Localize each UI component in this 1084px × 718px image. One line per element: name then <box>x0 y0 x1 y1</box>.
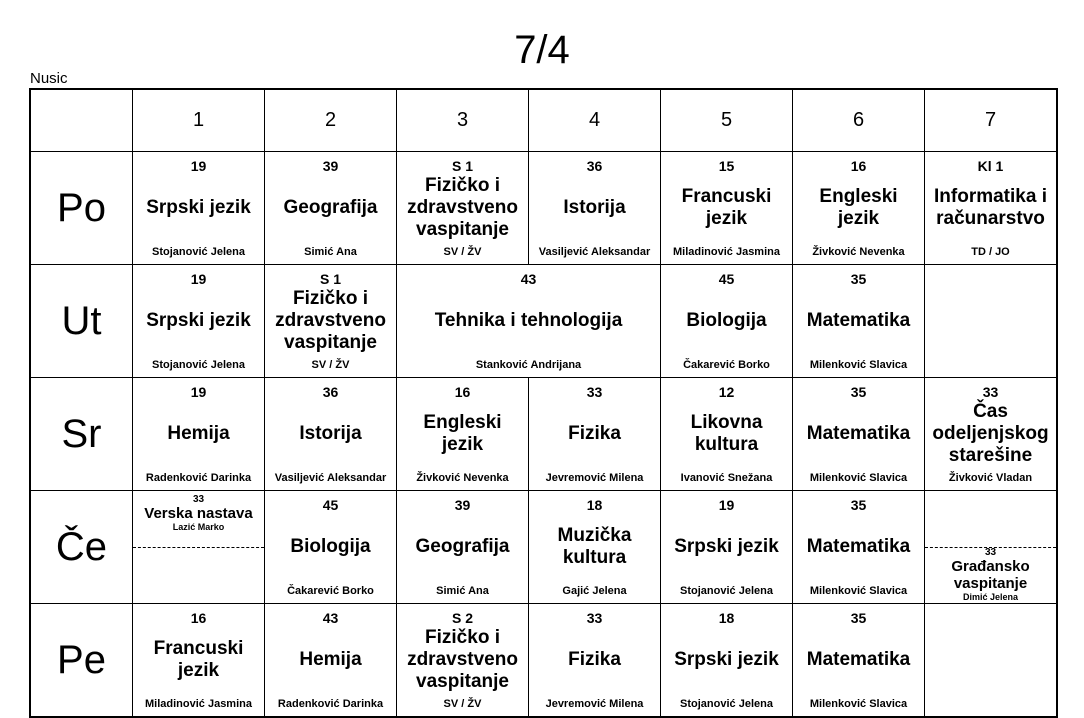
day-row <box>30 491 1057 604</box>
period-header-row <box>30 89 1057 152</box>
teacher-name: Radenković Darinka <box>145 472 252 484</box>
subject-name: Geografija <box>415 536 510 557</box>
lesson-content <box>529 152 660 264</box>
lesson-cell <box>265 378 397 491</box>
teacher-name: Milenković Slavica <box>809 472 908 484</box>
teacher-name: Dimić Jelena <box>962 592 1019 602</box>
lesson-cell <box>133 152 265 265</box>
teacher-name: Čakarević Borko <box>287 585 374 597</box>
room-number: 18 <box>586 497 603 513</box>
day-label: Sr <box>30 378 133 491</box>
lesson-cell <box>661 152 793 265</box>
teacher-name: Ivanović Snežana <box>680 472 773 484</box>
lesson-cell <box>925 152 1058 265</box>
room-number: 35 <box>850 610 867 626</box>
teacher-name: Stanković Andrijana <box>475 359 582 371</box>
period-header: 2 <box>265 89 397 152</box>
lesson-slot-top <box>925 491 1056 547</box>
lesson-cell <box>265 604 397 718</box>
lesson-content <box>133 604 264 716</box>
teacher-name: SV / ŽV <box>311 359 350 371</box>
teacher-name: Stojanović Jelena <box>680 585 773 597</box>
period-header: 6 <box>793 89 925 152</box>
lesson-content <box>529 378 660 490</box>
room-number: 43 <box>520 271 537 287</box>
lesson-cell <box>529 604 661 718</box>
subject-name: Srpski jezik <box>674 536 779 557</box>
lesson-cell <box>661 265 793 378</box>
subject-name: Matematika <box>806 423 911 444</box>
subject-name: Biologija <box>686 310 767 331</box>
lesson-content <box>265 491 396 603</box>
lesson-cell <box>529 491 661 604</box>
teacher-name: Milenković Slavica <box>809 585 908 597</box>
room-number: 33 <box>586 610 603 626</box>
lesson-cell <box>133 491 265 604</box>
room-number: 39 <box>322 158 339 174</box>
day-label: Pe <box>30 604 133 718</box>
subject-name <box>925 622 1056 698</box>
period-header: 3 <box>397 89 529 152</box>
teacher-name: Simić Ana <box>436 585 489 597</box>
lesson-cell <box>661 378 793 491</box>
subject-name: Čas odeljenjskog starešine <box>932 401 1049 466</box>
lesson-cell <box>793 604 925 718</box>
room-number: 19 <box>190 271 207 287</box>
period-header: 5 <box>661 89 793 152</box>
subject-name: Fizičko i zdravstveno vaspitanje <box>275 288 386 353</box>
room-number: 15 <box>718 158 735 174</box>
lesson-slot-top <box>133 491 264 550</box>
subject-name: Hemija <box>299 649 362 670</box>
lesson-content <box>133 152 264 264</box>
subject-name: Građansko vaspitanje <box>951 558 1030 592</box>
timetable-body <box>30 152 1057 718</box>
room-number: 35 <box>850 497 867 513</box>
lesson-cell <box>265 265 397 378</box>
teacher-name: Vasiljević Aleksandar <box>274 472 387 484</box>
room-number: S 2 <box>451 610 473 626</box>
lesson-cell <box>397 491 529 604</box>
subject-name: Fizika <box>568 423 621 444</box>
subject-name: Francuski jezik <box>153 638 244 681</box>
subject-name: Matematika <box>806 310 911 331</box>
subject-name: Francuski jezik <box>681 186 772 229</box>
lesson-cell <box>397 152 529 265</box>
day-label: Če <box>30 491 133 604</box>
lesson-content <box>661 604 792 716</box>
subject-name: Biologija <box>290 536 371 557</box>
day-row <box>30 152 1057 265</box>
lesson-cell <box>133 378 265 491</box>
room-number: 18 <box>718 610 735 626</box>
room-number: 33 <box>984 547 997 558</box>
lesson-cell <box>529 378 661 491</box>
period-header: 4 <box>529 89 661 152</box>
school-name: Nusic <box>30 70 68 87</box>
corner-cell <box>30 89 133 152</box>
lesson-cell <box>793 378 925 491</box>
lesson-cell <box>661 604 793 718</box>
room-number: 45 <box>718 271 735 287</box>
room-number: 19 <box>190 158 207 174</box>
lesson-content <box>661 152 792 264</box>
day-row <box>30 604 1057 718</box>
teacher-name: Milenković Slavica <box>809 698 908 710</box>
subject-name: Verska nastava <box>144 505 253 522</box>
lesson-content <box>925 265 1056 377</box>
teacher-name: Vasiljević Aleksandar <box>538 246 651 258</box>
subject-name: Tehnika i tehnologija <box>434 310 623 331</box>
subject-name: Istorija <box>563 197 626 218</box>
teacher-name: SV / ŽV <box>443 698 482 710</box>
subject-name: Informatika i računarstvo <box>934 186 1047 229</box>
lesson-cell <box>925 491 1058 604</box>
lesson-content <box>397 604 528 716</box>
room-number: S 1 <box>319 271 341 287</box>
lesson-cell <box>793 265 925 378</box>
subject-name: Muzička kultura <box>557 525 632 568</box>
teacher-name: Živković Vladan <box>948 472 1033 484</box>
lesson-content <box>925 491 1056 603</box>
day-row <box>30 378 1057 491</box>
period-header: 1 <box>133 89 265 152</box>
lesson-cell <box>925 378 1058 491</box>
subject-name: Istorija <box>299 423 362 444</box>
lesson-content <box>925 378 1056 490</box>
lesson-content <box>793 152 924 264</box>
lesson-content <box>397 152 528 264</box>
teacher-name: Jevremović Milena <box>545 698 644 710</box>
lesson-content <box>793 604 924 716</box>
lesson-slot-bottom <box>133 547 264 603</box>
room-number: Kl 1 <box>977 158 1004 174</box>
subject-name: Engleski jezik <box>819 186 898 229</box>
subject-name: Fizika <box>568 649 621 670</box>
teacher-name: Živković Nevenka <box>812 246 905 258</box>
room-number: 19 <box>718 497 735 513</box>
lesson-content <box>793 378 924 490</box>
subject-name: Engleski jezik <box>423 412 502 455</box>
lesson-content <box>265 152 396 264</box>
room-number: S 1 <box>451 158 473 174</box>
teacher-name: Gajić Jelena <box>562 585 627 597</box>
lesson-cell <box>397 265 661 378</box>
teacher-name: Miladinović Jasmina <box>145 698 252 710</box>
lesson-cell <box>661 491 793 604</box>
lesson-cell <box>133 265 265 378</box>
lesson-cell <box>397 604 529 718</box>
lesson-content <box>925 604 1056 716</box>
lesson-content <box>133 378 264 490</box>
teacher-name: Čakarević Borko <box>683 359 770 371</box>
lesson-cell <box>133 604 265 718</box>
teacher-name: Živković Nevenka <box>416 472 509 484</box>
room-number: 35 <box>850 384 867 400</box>
day-label: Po <box>30 152 133 265</box>
teacher-name: Stojanović Jelena <box>152 359 245 371</box>
room-number: 19 <box>190 384 207 400</box>
subject-name: Matematika <box>806 536 911 557</box>
teacher-name: Stojanović Jelena <box>680 698 773 710</box>
day-label: Ut <box>30 265 133 378</box>
lesson-cell <box>925 265 1058 378</box>
lesson-content <box>265 604 396 716</box>
teacher-name: Miladinović Jasmina <box>673 246 780 258</box>
room-number: 36 <box>322 384 339 400</box>
lesson-slot-bottom <box>925 544 1056 603</box>
subject-name: Srpski jezik <box>146 310 251 331</box>
lesson-content <box>397 491 528 603</box>
room-number: 16 <box>850 158 867 174</box>
lesson-content <box>265 265 396 377</box>
subject-name: Fizičko i zdravstveno vaspitanje <box>407 175 518 240</box>
lesson-content <box>925 152 1056 264</box>
lesson-content <box>397 378 528 490</box>
subject-name: Fizičko i zdravstveno vaspitanje <box>407 627 518 692</box>
lesson-content <box>397 265 660 377</box>
day-row <box>30 265 1057 378</box>
subject-name: Matematika <box>806 649 911 670</box>
teacher-name: TD / JO <box>971 246 1010 258</box>
teacher-name: Simić Ana <box>304 246 357 258</box>
teacher-name: Radenković Darinka <box>277 698 384 710</box>
teacher-name: Milenković Slavica <box>809 359 908 371</box>
lesson-content <box>793 265 924 377</box>
lesson-content <box>529 491 660 603</box>
teacher-name: Jevremović Milena <box>545 472 644 484</box>
lesson-cell <box>925 604 1058 718</box>
subject-name: Geografija <box>283 197 378 218</box>
page-title: 7/4 <box>514 28 570 72</box>
room-number: 16 <box>454 384 471 400</box>
lesson-content <box>265 378 396 490</box>
subject-name: Srpski jezik <box>146 197 251 218</box>
lesson-cell <box>793 491 925 604</box>
room-number: 43 <box>322 610 339 626</box>
lesson-cell <box>397 378 529 491</box>
room-number: 33 <box>586 384 603 400</box>
subject-name <box>925 283 1056 359</box>
room-number: 45 <box>322 497 339 513</box>
lesson-content <box>133 265 264 377</box>
room-number: 12 <box>718 384 735 400</box>
lesson-content <box>661 265 792 377</box>
room-number: 36 <box>586 158 603 174</box>
lesson-content <box>133 491 264 603</box>
lesson-cell <box>793 152 925 265</box>
lesson-cell <box>265 152 397 265</box>
room-number: 35 <box>850 271 867 287</box>
teacher-name: Lazić Marko <box>172 522 225 532</box>
lesson-content <box>661 378 792 490</box>
lesson-cell <box>529 152 661 265</box>
lesson-content <box>661 491 792 603</box>
lesson-content <box>793 491 924 603</box>
lesson-cell <box>265 491 397 604</box>
timetable <box>29 88 1058 718</box>
subject-name: Likovna kultura <box>690 412 763 455</box>
room-number: 16 <box>190 610 207 626</box>
lesson-content <box>529 604 660 716</box>
room-number: 33 <box>192 494 205 505</box>
period-header: 7 <box>925 89 1058 152</box>
teacher-name: Stojanović Jelena <box>152 246 245 258</box>
teacher-name: SV / ŽV <box>443 246 482 258</box>
room-number: 39 <box>454 497 471 513</box>
subject-name: Srpski jezik <box>674 649 779 670</box>
subject-name: Hemija <box>167 423 230 444</box>
room-number: 33 <box>982 384 999 400</box>
